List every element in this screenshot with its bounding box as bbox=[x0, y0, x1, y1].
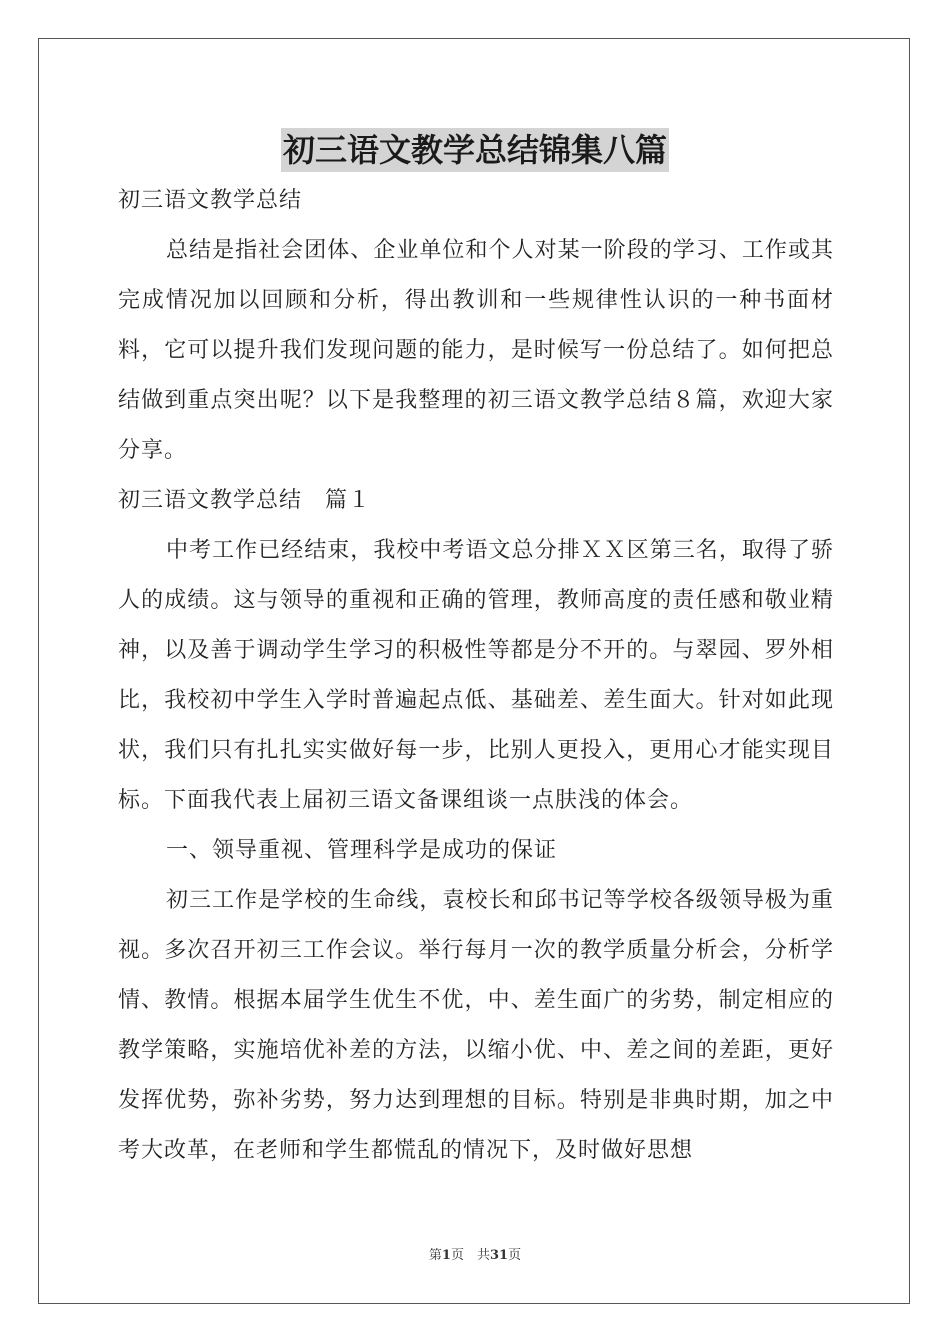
section-heading: 初三语文教学总结 篇１ bbox=[118, 488, 372, 513]
page-footer bbox=[0, 1244, 950, 1263]
section-heading: 初三语文教学总结 bbox=[118, 188, 303, 213]
body-paragraph: 初三工作是学校的生命线，袁校长和邱书记等学校各级领导极为重视。多次召开初三工作会议。举行每月一次的教学质量分析会，分析学情、教情。根据本届学生优生不优，中、差生面广的劣势，制定相应的教学策略，实施培优补差的方法，以缩小优、中、差之间的差距，更好发挥优势，弥补劣势，努力达到理想的目标。特别是非典时期，加之中考大改革，在老师和学生都慌乱的情况下，及时做好思想 bbox=[118, 888, 834, 1163]
footer-page-prefix: 第 bbox=[428, 1248, 442, 1263]
body-paragraph: 总结是指社会团体、企业单位和个人对某一阶段的学习、工作或其完成情况加以回顾和分析，得出教训和一些规律性认识的一种书面材料，它可以提升我们发现问题的能力，是时候写一份总结了。如何把总结做到重点突出呢？以下是我整理的初三语文教学总结８篇，欢迎大家分享。 bbox=[118, 238, 834, 463]
body-paragraph: 中考工作已经结束，我校中考语文总分排ＸＸ区第三名，取得了骄人的成绩。这与领导的重视和正确的管理，教师高度的责任感和敬业精神，以及善于调动学生学习的积极性等都是分不开的。与翠园、罗外相比，我校初中学生入学时普遍起点低、基础差、差生面大。针对如此现状，我们只有扎扎实实做好每一步，比别人更投入，更用心才能实现目标。下面我代表上届初三语文备课组谈一点肤浅的体会。 bbox=[118, 538, 834, 813]
footer-page-mid: 页 共 bbox=[450, 1248, 490, 1263]
title-wrapper bbox=[0, 128, 950, 172]
subsection-heading: 一、领导重视、管理科学是成功的保证 bbox=[166, 838, 558, 863]
document-title: 初三语文教学总结锦集八篇 bbox=[281, 128, 669, 172]
footer-page-suffix: 页 bbox=[508, 1248, 522, 1263]
footer-total-pages: 31 bbox=[489, 1248, 509, 1263]
footer-page-number: 1 bbox=[441, 1248, 451, 1263]
document-body bbox=[118, 176, 834, 1176]
